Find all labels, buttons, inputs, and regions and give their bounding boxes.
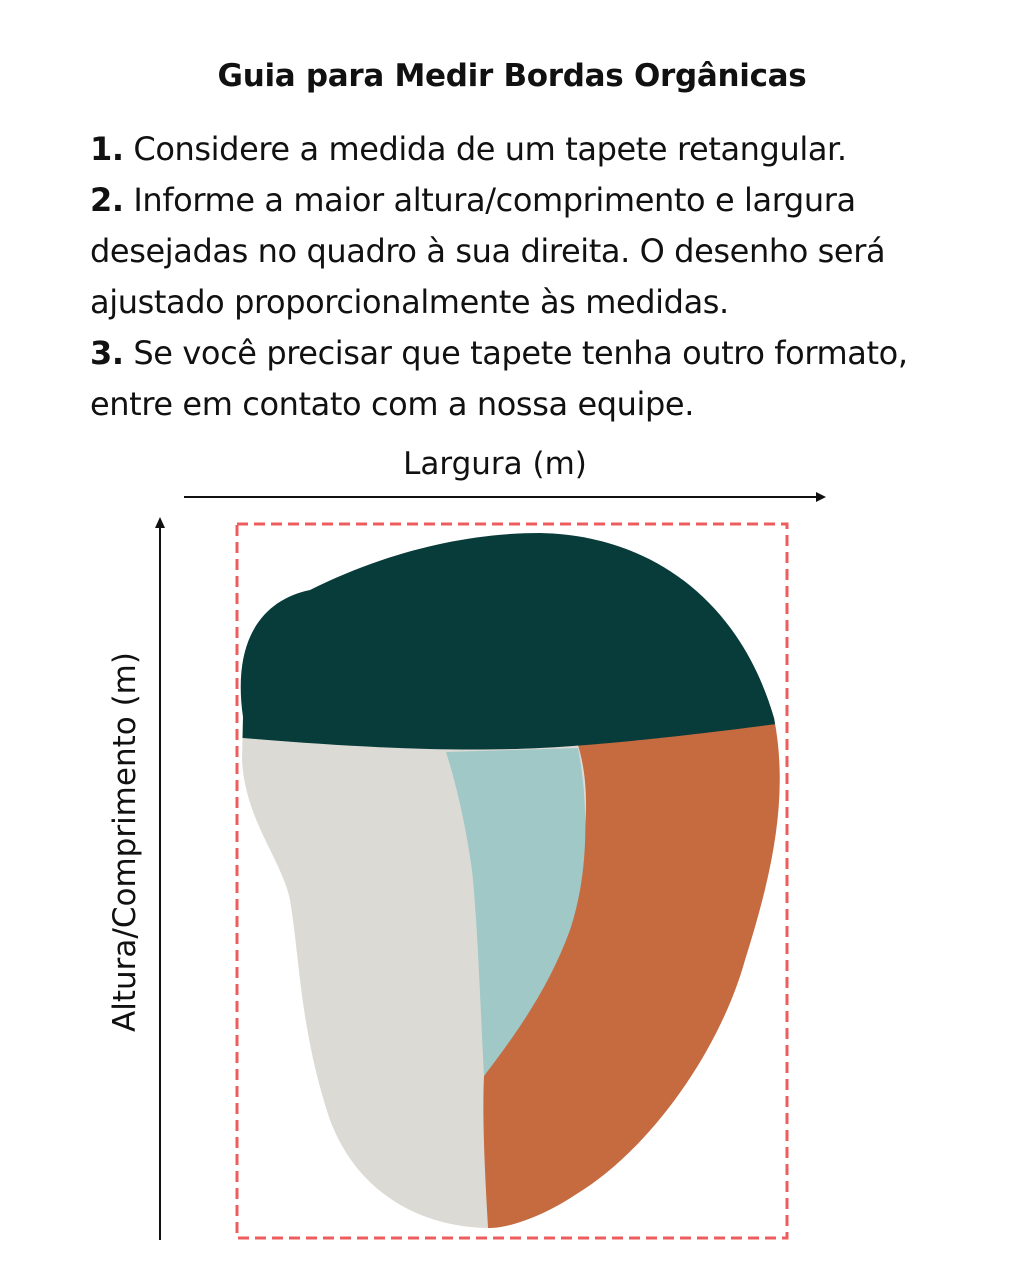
step-text: Informe a maior altura/comprimento e largura desejadas no quadro à sua direita. O desenho será ajustado proporcionalmente às medidas. xyxy=(90,181,886,321)
step-number: 3. xyxy=(90,334,124,372)
height-axis-label: Altura/Comprimento (m) xyxy=(107,652,143,1032)
step-number: 2. xyxy=(90,181,124,219)
width-arrow-head xyxy=(816,492,826,502)
step-number: 1. xyxy=(90,130,124,168)
rug-green-section xyxy=(200,500,820,750)
height-arrow-head xyxy=(155,517,165,528)
step-text: Considere a medida de um tapete retangular. xyxy=(123,130,847,168)
organic-rug xyxy=(200,500,820,1260)
width-axis-label: Largura (m) xyxy=(403,446,587,482)
page-title: Guia para Medir Bordas Orgânicas xyxy=(217,58,807,94)
step-text: Se você precisar que tapete tenha outro formato, entre em contato com a nossa equipe. xyxy=(90,334,908,423)
